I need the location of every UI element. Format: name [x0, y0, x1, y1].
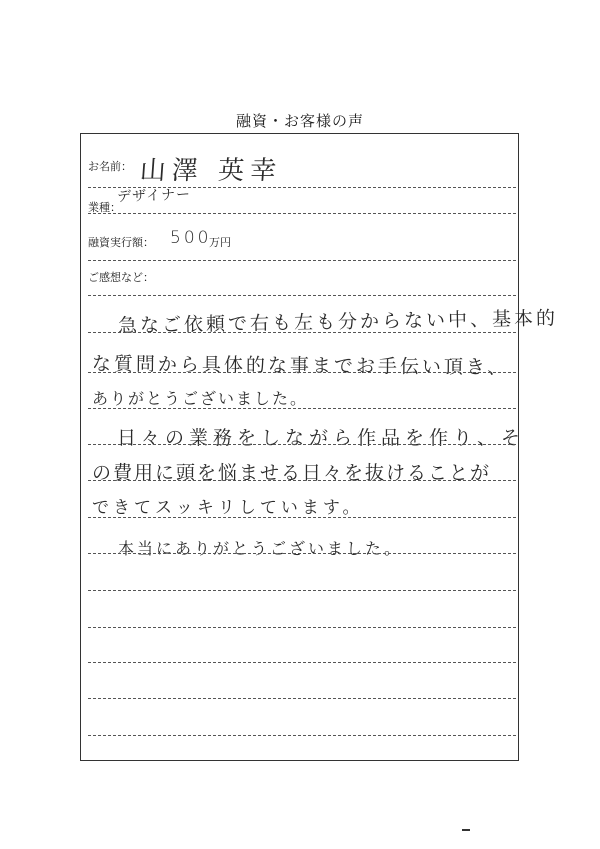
- divider: [88, 372, 516, 373]
- divider: [88, 295, 516, 296]
- divider: [88, 444, 516, 445]
- comment-line: 本当にありがとうございました。: [118, 539, 404, 558]
- divider: [88, 553, 516, 554]
- occupation-label: 業種：: [88, 201, 121, 214]
- divider: [88, 517, 516, 518]
- divider: [88, 735, 516, 736]
- divider: [88, 260, 516, 261]
- divider: [88, 698, 516, 699]
- comment-line: できてスッキリしています。: [92, 498, 364, 518]
- divider: [88, 408, 516, 409]
- comment-line: 急なご依頼で右も左も分からない中、基本的: [117, 307, 559, 337]
- divider: [88, 332, 516, 333]
- comment-line: ありがとうございました。: [92, 389, 309, 408]
- comment-line: 日々の業務をしながら作品を作り、そ: [117, 427, 526, 449]
- name-value: 山澤 英幸: [138, 156, 284, 186]
- scan-mark: [462, 829, 470, 831]
- loan-amount-label: 融資実行額：: [88, 236, 154, 249]
- loan-amount-value: 500: [170, 228, 212, 248]
- comment-line: な質問から具体的な事までお手伝い頂き、: [91, 353, 510, 379]
- divider: [88, 662, 516, 663]
- comments-label: ご感想など：: [88, 271, 154, 284]
- page-title: 融資・お客様の声: [235, 112, 364, 130]
- name-label: お名前：: [88, 160, 132, 173]
- occupation-value: デザイナー: [116, 186, 192, 206]
- loan-amount-unit: 万円: [209, 236, 231, 249]
- comment-line: の費用に頭を悩ませる日々を抜けることが: [92, 462, 492, 484]
- divider: [88, 627, 516, 628]
- divider: [88, 590, 516, 591]
- divider: [88, 480, 516, 481]
- divider: [88, 213, 516, 214]
